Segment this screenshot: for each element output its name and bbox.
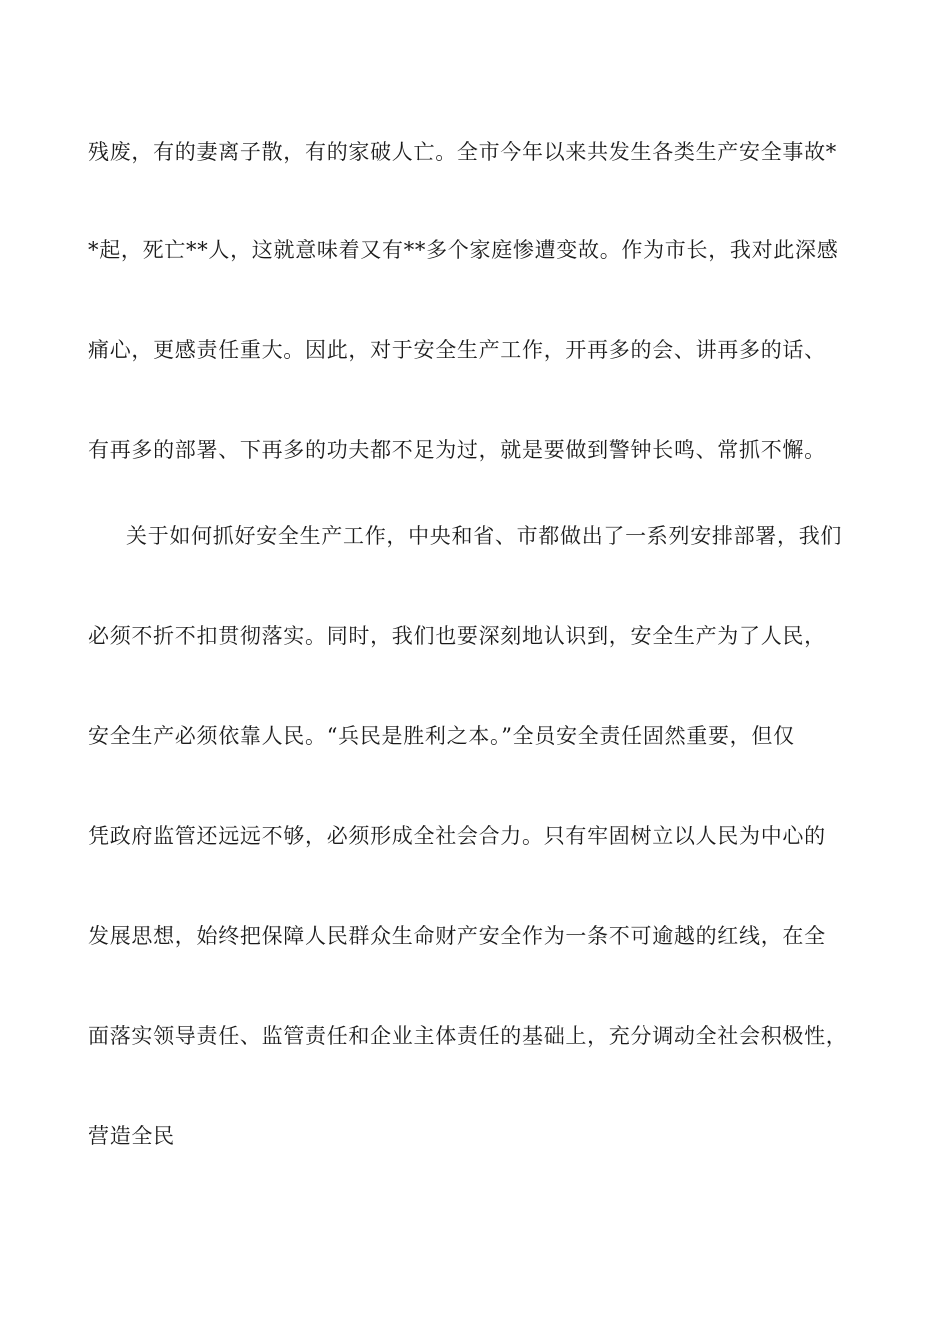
text-line: 发展思想，始终把保障人民群众生命财产安全作为一条不可逾越的红线，在全 xyxy=(88,924,826,948)
text-line: 营造全民 xyxy=(88,1124,175,1148)
text-line: 痛心，更感责任重大。因此，对于安全生产工作，开再多的会、讲再多的话、 xyxy=(88,338,826,362)
text-line: 面落实领导责任、监管责任和企业主体责任的基础上，充分调动全社会积极性， xyxy=(88,1024,848,1048)
text-line: *起，死亡**人，这就意味着又有**多个家庭惨遭变故。作为市长，我对此深感 xyxy=(88,238,839,262)
text-line: 有再多的部署、下再多的功夫都不足为过，就是要做到警钟长鸣、常抓不懈。 xyxy=(88,438,826,462)
text-line: 安全生产必须依靠人民。“兵民是胜利之本。”全员安全责任固然重要，但仅 xyxy=(88,724,795,748)
text-line: 必须不折不扣贯彻落实。同时，我们也要深刻地认识到，安全生产为了人民， xyxy=(88,624,826,648)
text-line-paragraph-start: 关于如何抓好安全生产工作，中央和省、市都做出了一系列安排部署，我们 xyxy=(126,524,843,548)
text-line: 残废，有的妻离子散，有的家破人亡。全市今年以来共发生各类生产安全事故* xyxy=(88,140,837,164)
text-line: 凭政府监管还远远不够，必须形成全社会合力。只有牢固树立以人民为中心的 xyxy=(88,824,826,848)
